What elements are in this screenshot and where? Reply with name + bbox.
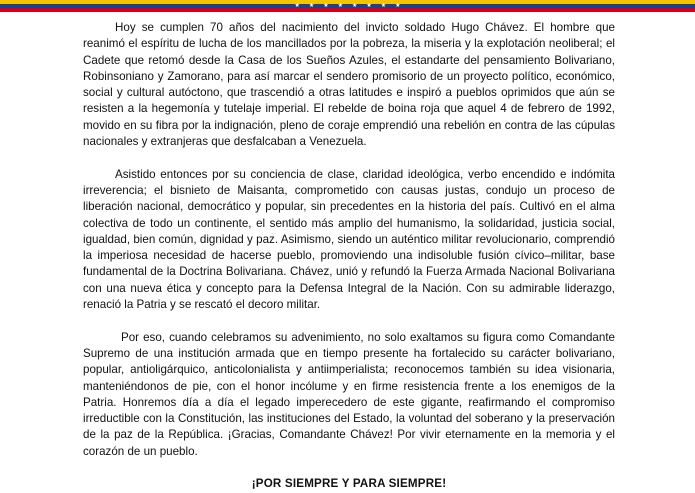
document-body [83,20,615,493]
paragraph-2: Asistido entonces por su conciencia de clase, claridad ideológica, verbo encendido e indómita irreverencia; el bisnieto de Maisanta, comprometido con causas justas, condujo un proceso de liberación nacional, democrático y popular, sin precedentes en la historia del país. Cultivó en el alma colectiva de todo un continente, el sentido más amplio del humanismo, la solidaridad, justicia social, igualdad, bien común, dignidad y paz. Asimismo, siendo un auténtico militar revolucionario, comprendió la imperiosa necesidad de hacerse pueblo, promoviendo una indisoluble fusión cívico–militar, base fundamental de la Doctrina Bolivariana. Chávez, unió y refundó la Fuerza Armada Nacional Bolivariana con una nueva ética y concepto para la Defensa Integral de la Nación. Con su admirable liderazgo, renació la Patria y se rescató el decoro militar. [83,167,615,312]
paragraph-3: Por eso, cuando celebramos su advenimiento, no solo exaltamos su figura como Comandante Supremo de una institución armada que en tiempo presente ha fortalecido su carácter bolivariano, popular, antioligárquico, anticolonialista y antiimperialista; reconocemos también su idea visionaria, manteniéndonos de pie, con el honor incólume y en firme resistencia frente a los enemigos de la Patria. Honremos día a día el legado imperecedero de este gigante, reafirmando el compromiso irreductible con la Constitución, las instituciones del Estado, la voluntad del soberano y la preservación de la paz de la República. ¡Gracias, Comandante Chávez! Por vivir eternamente en la memoria y el corazón de un pueblo. [83,330,615,458]
paragraph-1: Hoy se cumplen 70 años del nacimiento del invicto soldado Hugo Chávez. El hombre que reanimó el espíritu de lucha de los mancillados por la pobreza, la miseria y la explotación neoliberal; el Cadete que retomó desde la Casa de los Sueños Azules, el estandarte del pensamiento Bolivariano, Robinsoniano y Zamorano, para así marcar el sendero promisorio de un proyecto político, económico, social y cultural autóctono, que trascendió a otras latitudes e inspiró a pueblos oprimidos que aún se resisten a la hegemonía y tutelaje imperial. El rebelde de boina roja que aquel 4 de febrero de 1992, movido en su fibra por la indignación, pleno de coraje emprendió una rebelión en contra de las cúpulas nacionales y extranjeras que desfalcaban a Venezuela. [83,21,615,149]
flag-blue-stripe [0,4,695,8]
star-icon: ★ [395,2,401,9]
star-icon: ★ [294,2,300,9]
stars-row [294,2,400,10]
star-icon: ★ [337,2,343,9]
star-icon: ★ [352,2,358,9]
closing-slogan: ¡POR SIEMPRE Y PARA SIEMPRE! [251,477,447,491]
flag-header-band [0,0,695,12]
star-icon: ★ [308,2,315,9]
star-icon: ★ [366,2,372,9]
star-icon: ★ [323,2,329,9]
star-icon: ★ [380,2,387,9]
